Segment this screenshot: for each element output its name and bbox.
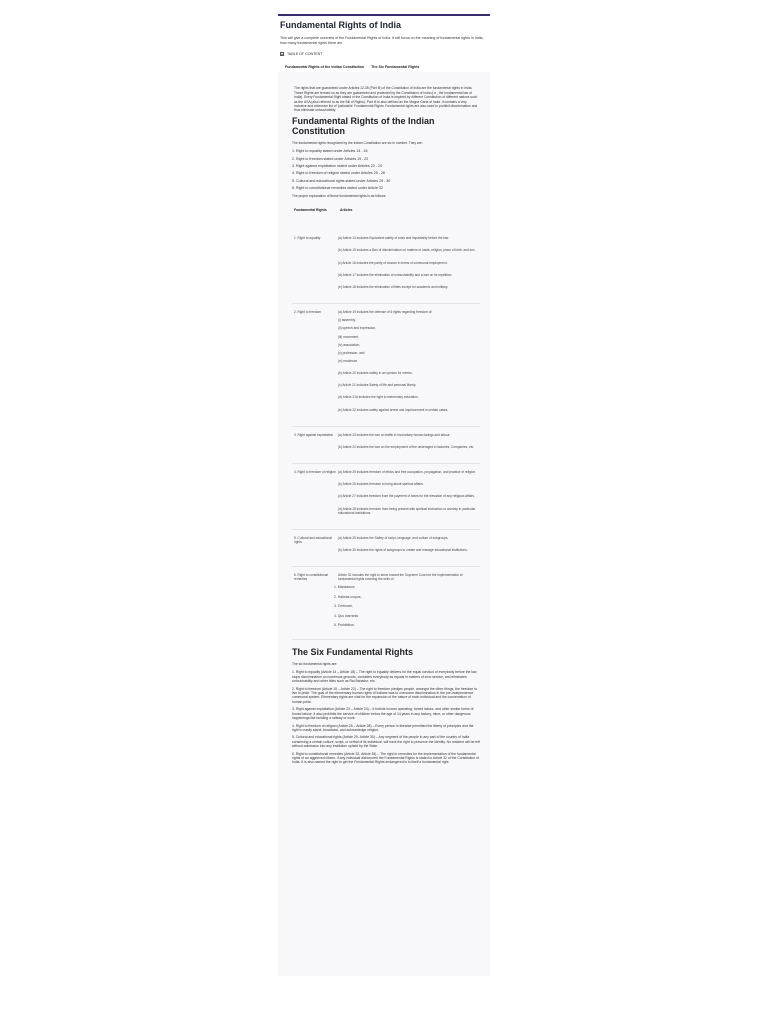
article-item: (e) Article 22 includes safety against arrest and imprisonment in certain cases. <box>338 407 449 412</box>
article-item: (b) Article 15 includes a Ban of discrimination on matters of caste, religion, place of birth, and sex. <box>338 248 476 253</box>
list-item: 4. Quo warranto <box>334 613 359 618</box>
right-name: 6. Right to constitutional remedies <box>292 567 338 639</box>
list-item: 5. Cultural and educational rights (Article 29- Article 30) – Any segment of the people in any part of the country of India conserving a certain culture, script, or verbal of its individual, will have the right to preserve the identity. No resident will be left without admission into any institution upheld by the State. <box>292 735 480 749</box>
article-item: (a) Article 25 includes freedom of ethics and free occupation, propagation, and practice of religion. <box>338 470 477 475</box>
list-item: 2. Habeas corpus, <box>334 594 362 599</box>
article-item: (b) Article 24 includes the ban on the employment of the underaged in factories, Companies, etc. <box>338 444 475 449</box>
article-item: (e) Article 18 includes the elimination of titles except for academic and military. <box>338 284 449 289</box>
explanation-lead: The proper explanation of these fundamental rights is as follows: <box>292 194 387 199</box>
toc-link-six-rights[interactable]: The Six Fundamental Rights <box>371 65 420 70</box>
table-header-rights: Fundamental Rights <box>294 208 327 213</box>
page-title: Fundamental Rights of India <box>280 20 401 30</box>
article-item: (a) Article 23 includes the ban on traffic in involuntary human beings and labour. <box>338 432 451 437</box>
article-item: (d) Article 21A includes the right to elementary education. <box>338 395 419 400</box>
article-item: (iii) movement, <box>338 334 359 339</box>
list-item: 3. Right against exploitation (Article 23 – Article 24) – It forbids human operating, forced labour, and other similar forms of forced labour. It also prohibits the service of children below the age of 14 years in any factory, mine, or other dangerous happenings like building a railway or work. <box>292 707 474 721</box>
table-row <box>292 464 480 530</box>
list-item: 3. Right against exploitation stated under Articles 23 - 24 <box>292 164 382 169</box>
table-of-content-icon <box>280 52 284 56</box>
rights-articles-table <box>292 202 480 639</box>
table-row <box>292 529 480 566</box>
list-item: 6. Right to constitutional remedies (Article 32- Article 35) – The right to remedies for the implementation of the fundamental rights of an aggrieved citizen, if any individual dishonored the Fundamental Rights is stated in Article 32 of the Constitution of India. It is also named the right to get the Fundamental Rights endangered is in itself a fundamental right. <box>292 751 479 765</box>
article-item: Article 32 includes the right to strive toward the Supreme Court for the implementation of fundamental rights covering the writs of <box>338 573 463 582</box>
right-name: 1. Right to equality <box>292 230 338 303</box>
list-item: 5. Prohibition. <box>334 623 355 628</box>
article-item: (ii) speech and expression, <box>338 326 377 331</box>
list-item: 5. Cultural and educational rights stated under Articles 29 - 30 <box>292 178 391 183</box>
section2-heading: The Six Fundamental Rights <box>292 646 414 657</box>
list-item: 4. Right to freedom of religion (Article 25 – Article 28) – Every person is likewise permitted the liberty of principles and the right to easily stand, broadcast, and acknowledge religion. <box>292 723 474 732</box>
article-item: (a) Article 29 includes the Safety of script, language, and culture of subgroups. <box>338 535 449 540</box>
list-item: 6. Right to constitutional remedies stated under Article 32 <box>292 186 383 191</box>
article-item: (d) Article 17 includes the elimination of untouchability and a ban on its repetition. <box>338 272 453 277</box>
article-item: (b) Article 26 includes freedom to bring about spiritual affairs. <box>338 482 424 487</box>
table-row <box>292 304 480 427</box>
right-name: 4. Right to freedom of religion <box>292 464 338 530</box>
toc-links <box>285 65 490 69</box>
table-of-content-toggle[interactable] <box>280 52 490 56</box>
article-item: (vi) residence. <box>338 358 359 363</box>
list-item: 1. Mandamus <box>334 585 355 590</box>
article-page <box>278 14 490 1006</box>
list-item: 2. Right to freedom (Article 19 – Article 22) – The right to freedom pledges people, amongst the other things, the freedom to live in pride. The goal of the elementary human rights of Indians was to overcome discrimination in the pre-independence communal system. Elementary rights are vital for the expansion of the nature of each individual and the conservation of human pride. <box>292 686 478 704</box>
toc-label: TABLE OF CONTENT <box>287 52 323 57</box>
right-name: 5. Cultural and educational rights <box>292 529 338 566</box>
six-rights-list <box>292 670 480 765</box>
list-item: 1. Right to equality (Article 14 – Article 18) – The right to equality delivers for the equal conduct of everybody before the law, stops discrimination on numerous grounds, considers everybody as equals in matters of civic service, and eliminates untouchability and other titles such as Rai Bahadur, etc. <box>292 670 478 684</box>
section1-heading: Fundamental Rights of the Indian Constitution <box>292 115 435 136</box>
toc-link-fundamental-rights[interactable]: Fundamental Rights of the Indian Constitution <box>285 65 365 70</box>
page-subtitle: This will give a complete overview of the Fundamental Rights of India. It will focus on the meaning of fundamental rights in India, how many fundamental rights there are <box>280 35 484 45</box>
article-item: (iv) association, <box>338 342 361 347</box>
article-item: (i) assembly, <box>338 318 356 323</box>
article-item: (b) Article 30 includes the rights of subgroups to create and manage educational institutions. <box>338 548 468 552</box>
section2-lead: The six fundamental rights are: <box>292 662 338 667</box>
article-item: (c) Article 27 includes freedom from the payment of taxes for the elevation of any religious affairs. <box>338 494 475 499</box>
article-item: (a) Article 19 includes the defense of 6 rights regarding freedom of: <box>338 310 433 315</box>
table-row <box>292 426 480 463</box>
intro-paragraph: The rights that are guaranteed under Articles 12-35 (Part III) of the Constitution of India are the fundamental rights in India. These Rights are termed so as they are guaranteed and protected by the Constitution of India (i.e., the fundamental law of India). Every Fundamental Right stated in the Constitution of India is inspired by different Constitution of different nations such as the USA (also referred to as the Bill of Rights). Part III is also defined as the Magna Carta of India. It contains a very inclusive and extensive list of 'justiciable' Fundamental Rights. Fundamental rights are also used to prohibit discrimination and thus eliminate untouchability. <box>294 86 478 113</box>
article-item: (d) Article 28 includes freedom from being present with spiritual instruction or worship in particular educational institutions. <box>338 506 476 515</box>
article-item: (b) Article 20 includes safety in an opinion for crimes. <box>338 371 413 376</box>
article-item: (a) Article 14 includes Equivalent safety of rules and impartiality before the law. <box>338 236 449 241</box>
list-item: 4. Right to freedom of religion stated under Articles 25 - 28 <box>292 171 385 176</box>
right-name: 3. Right against exploitation <box>292 426 338 463</box>
table-row <box>292 230 480 303</box>
list-item: 2. Right to freedom stated under Articles 19 - 22 <box>292 156 369 161</box>
right-name: 2. Right to freedom <box>292 304 338 427</box>
section1-lead: The fundamental rights recognized by the Indian Constitution are six in number. They are: <box>292 141 423 146</box>
list-item: 1. Right to equality stated under Articles 14 - 18 <box>292 149 368 154</box>
writs-list <box>334 585 480 627</box>
article-item: (v) profession, and <box>338 350 365 355</box>
article-item: (c) Article 21 includes Safety of life and personal liberty. <box>338 383 417 388</box>
list-item: 3. Certiorari, <box>334 604 353 609</box>
table-header-articles: Articles <box>340 208 353 213</box>
content-card <box>278 72 490 976</box>
top-accent-bar <box>278 14 490 16</box>
article-item: (c) Article 16 includes the parity of chance in terms of communal employment. <box>338 260 448 265</box>
rights-list <box>292 149 480 190</box>
table-row <box>292 567 480 639</box>
